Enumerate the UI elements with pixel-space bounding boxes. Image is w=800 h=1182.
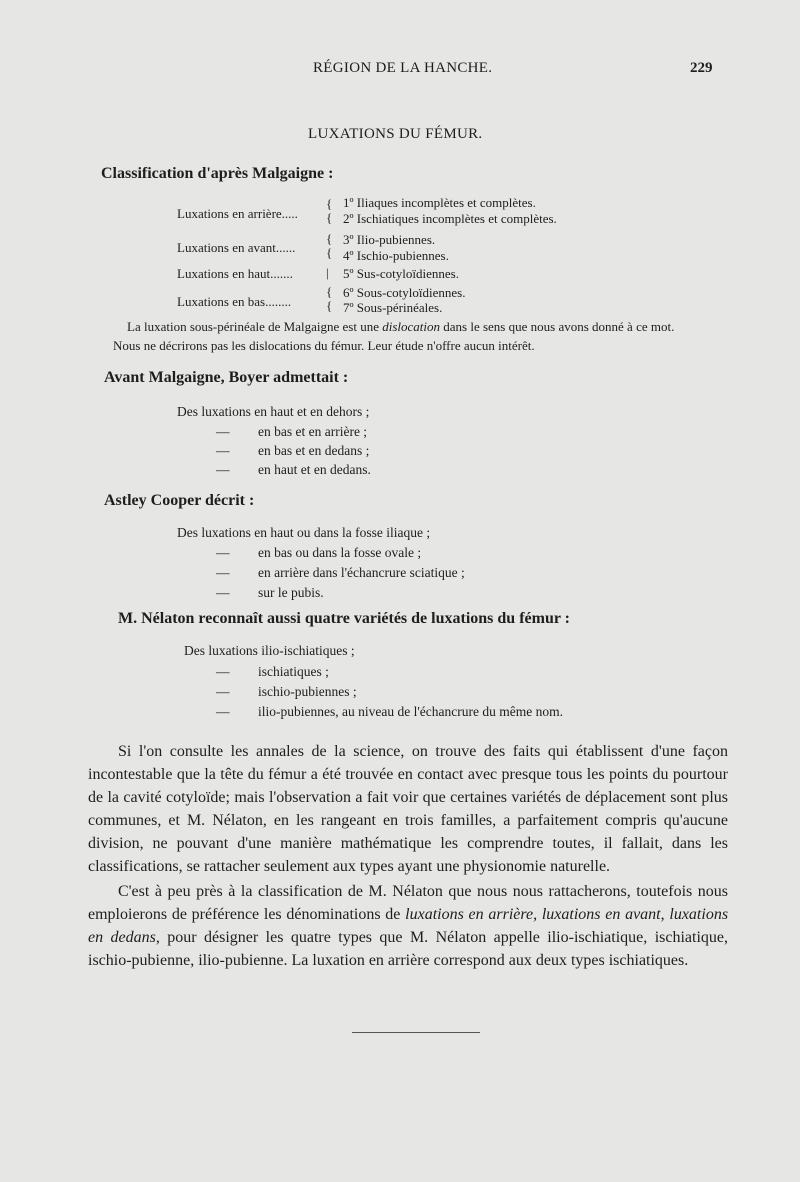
cooper-item: en bas ou dans la fosse ovale ; xyxy=(258,545,422,560)
classification-item: 7º Sous-périnéales. xyxy=(343,300,443,315)
boyer-item: en haut et en dedans. xyxy=(258,462,371,477)
paragraph-1: Si l'on consulte les annales de la science, on trouve des faits qui établissent d'une façon incontestable que la tête du fémur a été trouvée en contact avec presque tous les points du pourtour de la cavité cotyloïde; mais l'observation a fait voir que certaines variétés de déplacement sont plus communes, et M. Nélaton, en les rangeant en trois familles, a parfaitement compris qu'aucune division, ne pouvant d'une manière mathématique les comprendre toutes, il fallait, dans les classifications, se rattacher seulement aux types ayant une physionomie naturelle. xyxy=(88,743,728,875)
dash: — xyxy=(216,704,230,719)
malgaigne-note-2: Nous ne décrirons pas les dislocations du fémur. Leur étude n'offre aucun intérêt. xyxy=(113,338,535,353)
running-header: RÉGION DE LA HANCHE. xyxy=(313,60,493,76)
nelaton-first-line: Des luxations ilio-ischiatiques ; xyxy=(184,643,355,658)
closing-rule xyxy=(352,1032,480,1033)
nelaton-item: ilio-pubiennes, au niveau de l'échancrure du même nom. xyxy=(258,704,563,719)
cooper-heading: Astley Cooper décrit : xyxy=(104,492,255,509)
boyer-heading: Avant Malgaigne, Boyer admettait : xyxy=(104,369,349,386)
malgaigne-note-1: La luxation sous-périnéale de Malgaigne est une dislocation dans le sens que nous avons donné à ce mot. xyxy=(127,319,675,334)
nelaton-item: ischio-pubiennes ; xyxy=(258,684,357,699)
paragraph-2: C'est à peu près à la classification de M. Nélaton que nous nous rattacherons, toutefois nous emploierons de préférence les dénominations de luxations en arrière, luxations en avant, luxations en dedans, pour désigner les quatre types que M. Nélaton appelle ilio-ischiatique, ischiatique, ischio-pubienne, ilio-pubienne. La luxation en arrière correspond aux deux types ischiatiques. xyxy=(88,883,729,969)
cooper-item: en arrière dans l'échancrure sciatique ; xyxy=(258,565,465,580)
cooper-first-line: Des luxations en haut ou dans la fosse iliaque ; xyxy=(177,525,431,540)
classification-item: 5º Sus-cotyloïdiennes. xyxy=(343,266,459,281)
dash: — xyxy=(216,684,230,699)
brace-avant: { { xyxy=(326,231,333,260)
dash: — xyxy=(216,462,230,477)
boyer-first-line: Des luxations en haut et en dehors ; xyxy=(177,404,370,419)
classification-label-bas: Luxations en bas........ xyxy=(177,294,292,309)
classification-item: 6º Sous-cotyloïdiennes. xyxy=(343,285,466,300)
brace-arriere: { { xyxy=(326,196,333,225)
brace-bas: { { xyxy=(326,284,333,313)
bar-haut: | xyxy=(326,265,329,280)
classification-item: 1º Iliaques incomplètes et complètes. xyxy=(343,195,536,210)
classification-item: 3º Ilio-pubiennes. xyxy=(343,232,436,247)
classification-item: 2º Ischiatiques incomplètes et complètes. xyxy=(343,211,557,226)
cooper-item: sur le pubis. xyxy=(258,585,324,600)
classification-item: 4º Ischio-pubiennes. xyxy=(343,248,449,263)
dash: — xyxy=(216,424,230,439)
page-number: 229 xyxy=(690,60,713,76)
dash: — xyxy=(216,664,230,679)
dash: — xyxy=(216,585,230,600)
dash: — xyxy=(216,443,230,458)
body-text xyxy=(88,740,728,972)
malgaigne-heading: Classification d'après Malgaigne : xyxy=(101,165,334,182)
nelaton-heading: M. Nélaton reconnaît aussi quatre variétés de luxations du fémur : xyxy=(118,610,570,627)
section-title: LUXATIONS DU FÉMUR. xyxy=(308,126,483,142)
dash: — xyxy=(216,545,230,560)
nelaton-item: ischiatiques ; xyxy=(258,664,329,679)
dash: — xyxy=(216,565,230,580)
classification-label-haut: Luxations en haut....... xyxy=(177,266,293,281)
boyer-item: en bas et en arrière ; xyxy=(258,424,368,439)
classification-label-arriere: Luxations en arrière..... xyxy=(177,206,298,221)
classification-label-avant: Luxations en avant...... xyxy=(177,240,296,255)
boyer-item: en bas et en dedans ; xyxy=(258,443,370,458)
